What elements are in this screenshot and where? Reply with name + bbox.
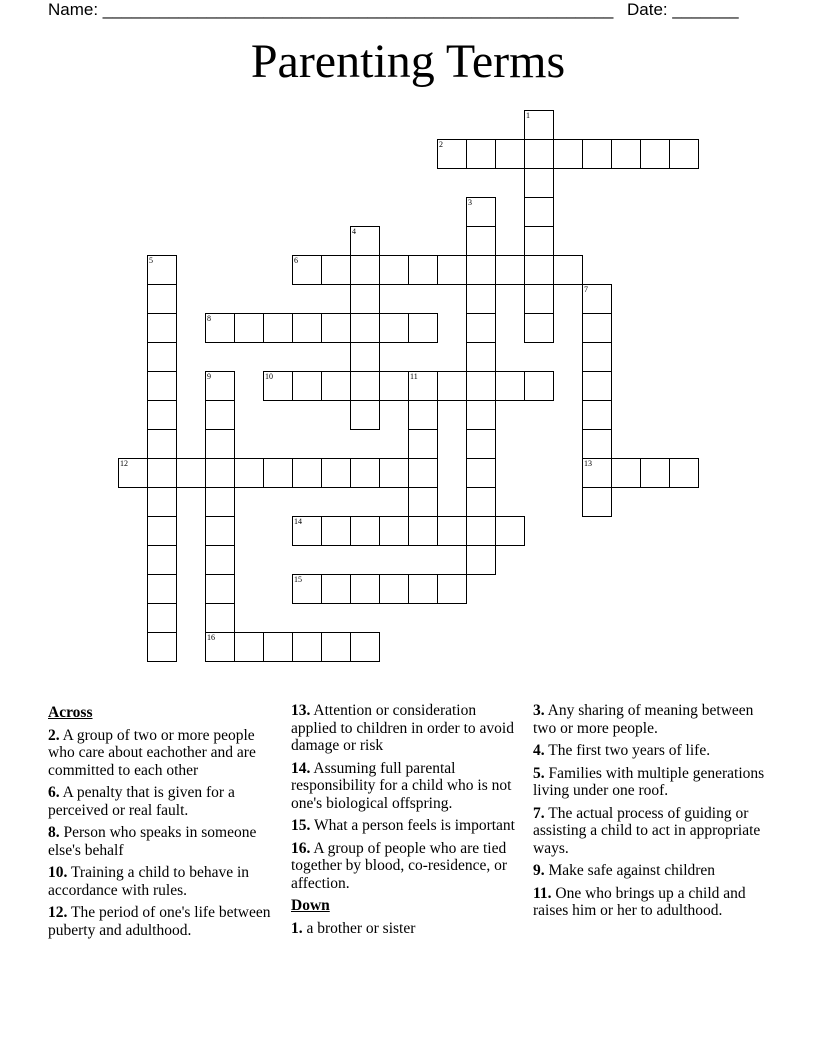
- grid-cell[interactable]: [321, 458, 351, 488]
- grid-cell[interactable]: [669, 139, 699, 169]
- grid-cell[interactable]: [321, 313, 351, 343]
- grid-cell[interactable]: [524, 284, 554, 314]
- clue-down-3: 3. Any sharing of meaning between two or more people.: [533, 702, 754, 737]
- grid-cell[interactable]: [524, 255, 554, 285]
- grid-cell[interactable]: [495, 255, 525, 285]
- grid-cell[interactable]: [611, 458, 641, 488]
- clues-column-3: [533, 702, 765, 925]
- grid-cell[interactable]: [466, 255, 496, 285]
- grid-cell[interactable]: [176, 458, 206, 488]
- grid-cell[interactable]: [350, 284, 380, 314]
- grid-cell[interactable]: [640, 139, 670, 169]
- clue-across-2: 2. A group of two or more people who care about eachother and are committed to each other: [48, 726, 256, 779]
- grid-cell[interactable]: [466, 313, 496, 343]
- grid-cell[interactable]: [147, 284, 177, 314]
- grid-cell[interactable]: [582, 371, 612, 401]
- grid-cell[interactable]: [350, 255, 380, 285]
- clue-number: 15: [294, 575, 302, 584]
- grid-cell[interactable]: [147, 545, 177, 575]
- clue-number: 4: [352, 227, 356, 236]
- grid-cell[interactable]: [205, 487, 235, 517]
- grid-cell[interactable]: [350, 458, 380, 488]
- grid-cell[interactable]: [350, 574, 380, 604]
- clue-number: 12: [120, 459, 128, 468]
- grid-cell[interactable]: [263, 632, 293, 662]
- clue-across-8: 8. Person who speaks in someone else's behalf: [48, 824, 257, 859]
- clue-number: 9: [207, 372, 211, 381]
- grid-cell[interactable]: [582, 313, 612, 343]
- grid-cell[interactable]: [321, 574, 351, 604]
- grid-cell[interactable]: [408, 429, 438, 459]
- grid-cell[interactable]: [408, 313, 438, 343]
- grid-cell[interactable]: [466, 516, 496, 546]
- grid-cell[interactable]: [147, 342, 177, 372]
- grid-cell[interactable]: [292, 516, 322, 546]
- grid-cell[interactable]: [234, 313, 264, 343]
- grid-cell[interactable]: [582, 429, 612, 459]
- grid-cell[interactable]: [147, 516, 177, 546]
- grid-cell[interactable]: [408, 574, 438, 604]
- grid-cell[interactable]: [118, 458, 148, 488]
- grid-cell[interactable]: [350, 516, 380, 546]
- clue-number: 10: [265, 372, 273, 381]
- clues-column-2: [291, 702, 523, 942]
- grid-cell[interactable]: [582, 342, 612, 372]
- grid-cell[interactable]: [408, 400, 438, 430]
- grid-cell[interactable]: [379, 574, 409, 604]
- clue-down-9: 9. Make safe against children: [533, 862, 716, 879]
- grid-cell[interactable]: [321, 371, 351, 401]
- grid-cell[interactable]: [466, 284, 496, 314]
- grid-cell[interactable]: [205, 632, 235, 662]
- grid-cell[interactable]: [466, 139, 496, 169]
- grid-cell[interactable]: [408, 255, 438, 285]
- grid-cell[interactable]: [147, 429, 177, 459]
- grid-cell[interactable]: [234, 632, 264, 662]
- clue-number: 6: [294, 256, 298, 265]
- grid-cell[interactable]: [147, 255, 177, 285]
- clue-number: 11: [410, 372, 418, 381]
- grid-cell[interactable]: [379, 458, 409, 488]
- clue-across-15: 15. What a person feels is important: [291, 817, 515, 834]
- grid-cell[interactable]: [292, 632, 322, 662]
- grid-cell[interactable]: [408, 371, 438, 401]
- grid-cell[interactable]: [495, 139, 525, 169]
- grid-cell[interactable]: [524, 168, 554, 198]
- grid-cell[interactable]: [379, 255, 409, 285]
- grid-cell[interactable]: [350, 342, 380, 372]
- clue-number: 1: [526, 111, 530, 120]
- grid-cell[interactable]: [379, 313, 409, 343]
- grid-cell[interactable]: [263, 371, 293, 401]
- grid-cell[interactable]: [466, 400, 496, 430]
- grid-cell[interactable]: [292, 458, 322, 488]
- grid-cell[interactable]: [147, 400, 177, 430]
- clue-across-12: 12. The period of one's life between puberty and adulthood.: [48, 904, 271, 939]
- grid-cell[interactable]: [292, 255, 322, 285]
- clue-number: 16: [207, 633, 215, 642]
- grid-cell[interactable]: [437, 371, 467, 401]
- grid-cell[interactable]: [205, 574, 235, 604]
- clue-down-4: 4. The first two years of life.: [533, 742, 711, 759]
- clue-down-5: 5. Families with multiple generations living under one roof.: [533, 764, 765, 799]
- grid-cell[interactable]: [582, 487, 612, 517]
- grid-cell[interactable]: [437, 574, 467, 604]
- grid-cell[interactable]: [524, 139, 554, 169]
- grid-cell[interactable]: [205, 429, 235, 459]
- grid-cell[interactable]: [582, 458, 612, 488]
- grid-cell[interactable]: [640, 458, 670, 488]
- grid-cell[interactable]: [466, 487, 496, 517]
- grid-cell[interactable]: [263, 313, 293, 343]
- grid-cell[interactable]: [147, 371, 177, 401]
- clues-column-1: [48, 702, 280, 944]
- grid-cell[interactable]: [263, 458, 293, 488]
- grid-cell[interactable]: [147, 603, 177, 633]
- grid-cell[interactable]: [466, 545, 496, 575]
- grid-cell[interactable]: [582, 284, 612, 314]
- grid-cell[interactable]: [466, 197, 496, 227]
- grid-cell[interactable]: [321, 516, 351, 546]
- page-title: Parenting Terms: [250, 35, 566, 88]
- date-field-label: Date: _______: [627, 0, 739, 19]
- grid-cell[interactable]: [524, 313, 554, 343]
- grid-cell[interactable]: [524, 226, 554, 256]
- grid-cell[interactable]: [466, 371, 496, 401]
- grid-cell[interactable]: [205, 458, 235, 488]
- grid-cell[interactable]: [292, 313, 322, 343]
- grid-cell[interactable]: [205, 545, 235, 575]
- clue-down-7: 7. The actual process of guiding or assisting a child to act in appropriate ways.: [533, 804, 761, 857]
- grid-cell[interactable]: [350, 400, 380, 430]
- grid-cell[interactable]: [524, 110, 554, 140]
- grid-cell[interactable]: [147, 632, 177, 662]
- grid-cell[interactable]: [205, 400, 235, 430]
- grid-cell[interactable]: [611, 139, 641, 169]
- clue-number: 7: [584, 285, 588, 294]
- clue-down-1: 1. a brother or sister: [291, 919, 416, 937]
- grid-cell[interactable]: [466, 226, 496, 256]
- grid-cell[interactable]: [321, 632, 351, 662]
- grid-cell[interactable]: [147, 574, 177, 604]
- grid-cell[interactable]: [437, 516, 467, 546]
- grid-cell[interactable]: [495, 371, 525, 401]
- grid-cell[interactable]: [350, 632, 380, 662]
- grid-cell[interactable]: [205, 371, 235, 401]
- clue-number: 8: [207, 314, 211, 323]
- name-field-label: Name: ______________________________________________________: [48, 0, 614, 19]
- grid-cell[interactable]: [321, 255, 351, 285]
- clue-across-13: 13. Attention or consideration applied to children in order to avoid damage or risk: [291, 702, 514, 754]
- grid-cell[interactable]: [205, 313, 235, 343]
- clue-number: 5: [149, 256, 153, 265]
- grid-cell[interactable]: [466, 342, 496, 372]
- clue-across-14: 14. Assuming full parental responsibility for a child who is not one's biological offspring.: [291, 759, 512, 812]
- grid-cell[interactable]: [147, 458, 177, 488]
- down-heading: Down: [291, 897, 330, 914]
- grid-cell[interactable]: [582, 400, 612, 430]
- grid-cell[interactable]: [524, 371, 554, 401]
- grid-cell[interactable]: [379, 371, 409, 401]
- clue-across-6: 6. A penalty that is given for a perceived or real fault.: [48, 784, 235, 819]
- grid-cell[interactable]: [379, 516, 409, 546]
- grid-cell[interactable]: [147, 487, 177, 517]
- grid-cell[interactable]: [466, 458, 496, 488]
- grid-cell[interactable]: [524, 197, 554, 227]
- grid-cell[interactable]: [553, 139, 583, 169]
- grid-cell[interactable]: [408, 458, 438, 488]
- grid-cell[interactable]: [350, 313, 380, 343]
- grid-cell[interactable]: [582, 139, 612, 169]
- clue-number: 2: [439, 140, 443, 149]
- grid-cell[interactable]: [408, 516, 438, 546]
- clue-across-16: 16. A group of people who are tied together by blood, co-residence, or affection.: [291, 839, 508, 892]
- clue-number: 3: [468, 198, 472, 207]
- across-heading: Across: [48, 704, 93, 721]
- grid-cell[interactable]: [205, 603, 235, 633]
- grid-cell[interactable]: [147, 313, 177, 343]
- clue-down-11: 11. One who brings up a child and raises him or her to adulthood.: [533, 884, 746, 919]
- grid-cell[interactable]: [350, 371, 380, 401]
- grid-cell[interactable]: [292, 371, 322, 401]
- grid-cell[interactable]: [205, 516, 235, 546]
- grid-cell[interactable]: [495, 516, 525, 546]
- grid-cell[interactable]: [292, 574, 322, 604]
- clue-number: 13: [584, 459, 592, 468]
- clue-number: 14: [294, 517, 302, 526]
- grid-cell[interactable]: [234, 458, 264, 488]
- grid-cell[interactable]: [437, 139, 467, 169]
- grid-cell[interactable]: [466, 429, 496, 459]
- grid-cell[interactable]: [553, 255, 583, 285]
- grid-cell[interactable]: [669, 458, 699, 488]
- grid-cell[interactable]: [350, 226, 380, 256]
- grid-cell[interactable]: [408, 487, 438, 517]
- grid-cell[interactable]: [437, 255, 467, 285]
- clue-across-10: 10. Training a child to behave in accordance with rules.: [48, 864, 250, 899]
